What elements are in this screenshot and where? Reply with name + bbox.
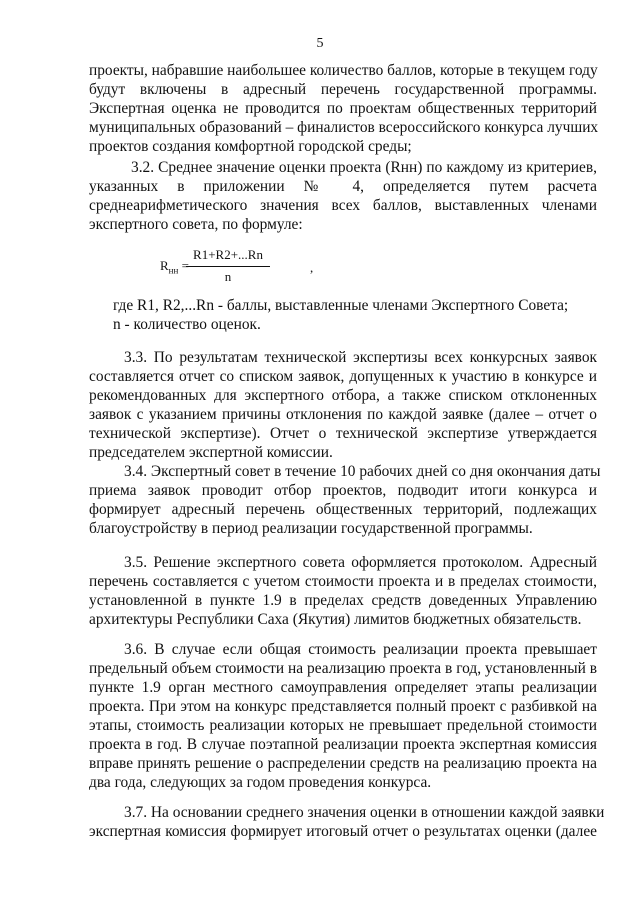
- text-line: экспертная комиссия формирует итоговый отчет о результатах оценки (далее: [89, 823, 597, 840]
- text-line: будут включены в адресный перечень государственной программы.: [89, 81, 597, 98]
- text-line: приема заявок проводит отбор проектов, подводит итоги конкурса и: [89, 482, 597, 499]
- text-line: председателем экспертной комиссии.: [89, 444, 333, 461]
- paragraph-3-7: [89, 803, 605, 841]
- text-line: формирует адресный перечень общественных территорий, подлежащих: [89, 501, 597, 518]
- text-line: вправе принять решение о распределении средств на реализацию проекта на: [89, 755, 597, 772]
- formula-comma: ,: [310, 260, 314, 275]
- formula-denominator: n: [224, 269, 232, 284]
- formula-symbol: R: [160, 258, 169, 273]
- text-line: благоустройству в период реализации государственной программы.: [89, 520, 533, 537]
- text-line: 3.5. Решение экспертного совета оформляется протоколом. Адресный: [124, 554, 597, 571]
- text-line: муниципальных образований – финалистов всероссийского конкурса лучших: [89, 119, 599, 136]
- text-line: проекты, набравшие наибольшее количество баллов, которые в текущем году: [89, 62, 598, 79]
- fraction-bar: [186, 266, 270, 267]
- paragraph-intro: [89, 61, 597, 156]
- text-line: n - количество оценок.: [113, 316, 261, 333]
- paragraph-3-2: [89, 158, 597, 234]
- paragraph-3-5: [89, 553, 597, 629]
- text-line: Экспертная оценка не проводится по проектам общественных территорий: [89, 100, 597, 117]
- paragraph-3-4: [89, 462, 601, 538]
- text-line: этапы, стоимость реализации которых не превышает предельной стоимости: [89, 717, 597, 734]
- text-line: указанных в приложении № 4, определяется путем расчета: [89, 178, 597, 195]
- formula-equals: =: [178, 258, 189, 273]
- text-line: 3.7. На основании среднего значения оценки в отношении каждой заявки: [124, 804, 605, 821]
- text-line: два года, следующих за годом проведения конкурса.: [89, 774, 432, 791]
- text-line: рекомендованных для экспертного отбора, а также списком отклоненных: [89, 387, 597, 404]
- text-line: экспертного совета, по формуле:: [89, 216, 303, 233]
- text-line: проектов создания комфортной городской среды;: [89, 138, 412, 155]
- formula-definitions: [89, 296, 597, 334]
- paragraph-3-3: [89, 348, 597, 462]
- formula-lhs: [160, 258, 189, 276]
- text-line: технической экспертизе). Отчет о технической экспертизе утверждается: [89, 425, 597, 442]
- formula-subscript: нн: [168, 265, 179, 276]
- text-line: где R1, R2,...Rn - баллы, выставленные членами Экспертного Совета;: [113, 297, 569, 314]
- text-line: предельный объем стоимости на реализацию проекта в год, установленный в: [89, 660, 597, 677]
- formula-numerator: R1+R2+...Rn: [193, 247, 263, 262]
- page-number: 5: [316, 36, 324, 51]
- average-score-formula: [160, 247, 340, 287]
- text-line: архитектуры Республики Саха (Якутия) лимитов бюджетных обязательств.: [89, 611, 582, 628]
- text-line: проекта. При этом на конкурс представляется полный проект с разбивкой на: [89, 698, 597, 715]
- text-line: среднеарифметического значения всех баллов, выставленных членами: [89, 197, 597, 214]
- text-line: пункте 1.9 орган местного самоуправления определяет этапы реализации: [89, 679, 597, 696]
- text-line: перечень составляется с учетом стоимости проекта и в пределах стоимости,: [89, 573, 597, 590]
- text-line: 3.4. Экспертный совет в течение 10 рабочих дней со дня окончания даты: [124, 463, 601, 480]
- text-line: 3.6. В случае если общая стоимость реализации проекта превышает: [124, 641, 597, 658]
- text-line: заявок с указанием причины отклонения по каждой заявке (далее – отчет о: [89, 406, 597, 423]
- text-line: 3.2. Среднее значение оценки проекта (Rнн) по каждому из критериев,: [131, 159, 597, 176]
- text-line: 3.3. По результатам технической экспертизы всех конкурсных заявок: [124, 349, 597, 366]
- text-line: установленной в пункте 1.9 в пределах средств доведенных Управлению: [89, 592, 597, 609]
- paragraph-3-6: [89, 640, 597, 792]
- text-line: составляется отчет со списком заявок, допущенных к участию в конкурсе и: [89, 368, 597, 385]
- text-line: проекта в год. В случае поэтапной реализации проекта экспертная комиссия: [89, 736, 597, 753]
